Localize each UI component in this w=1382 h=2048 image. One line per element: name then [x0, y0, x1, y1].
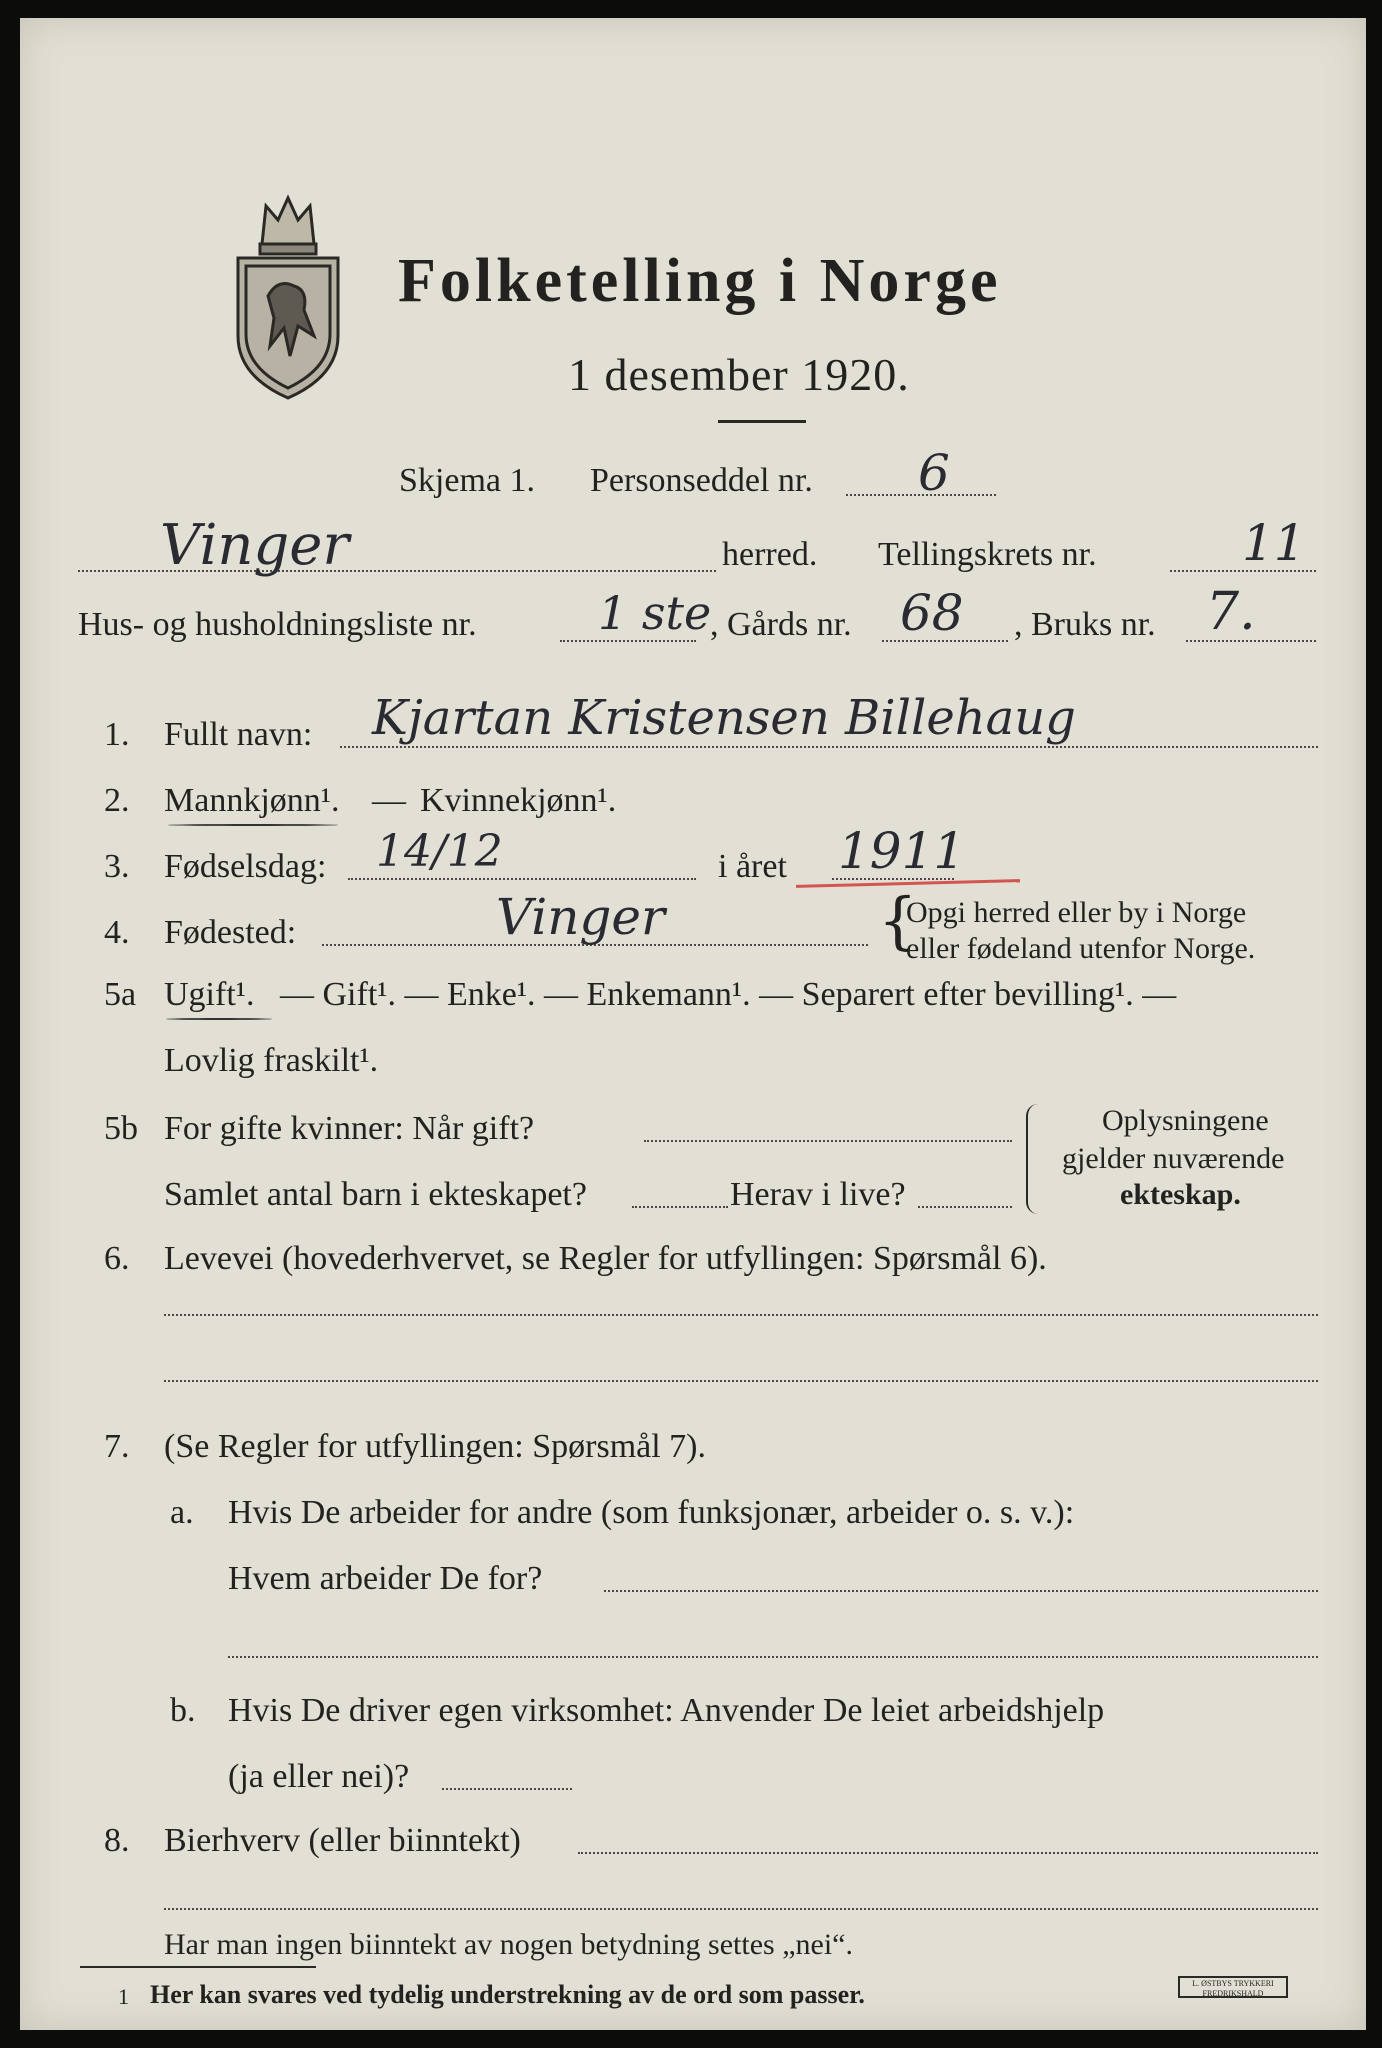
birth-year-value[interactable]: 1911 — [838, 822, 966, 880]
bruks-value[interactable]: 7. — [1206, 582, 1256, 642]
q8-label: Bierhverv (eller biinntekt) — [164, 1822, 521, 1859]
gards-label: , Gårds nr. — [710, 606, 852, 643]
q5a-number: 5a — [104, 976, 137, 1013]
gards-value[interactable]: 68 — [900, 584, 964, 642]
nei-note: Har man ingen biinntekt av nogen betydning settes „nei“. — [164, 1928, 853, 1961]
q7-label: (Se Regler for utfyllingen: Spørsmål 7). — [164, 1428, 707, 1465]
children-label: Samlet antal barn i ekteskapet? — [164, 1176, 587, 1213]
male-option[interactable]: Mannkjønn¹. — [164, 782, 340, 819]
q7-number: 7. — [104, 1428, 130, 1465]
married-when-label: For gifte kvinner: Når gift? — [164, 1110, 535, 1147]
skjema-label: Skjema 1. — [399, 462, 535, 499]
side-income-line-2 — [164, 1908, 1318, 1910]
q4-number: 4. — [104, 914, 130, 951]
personseddel-value[interactable]: 6 — [918, 444, 950, 502]
q6-label: Levevei (hovederhvervet, se Regler for utfyllingen: Spørsmål 6). — [164, 1240, 1047, 1277]
printer-stamp — [1178, 1976, 1288, 1998]
birthdate-value[interactable]: 14/12 — [376, 826, 503, 877]
fraskilt-option[interactable]: Lovlig fraskilt¹. — [164, 1042, 379, 1079]
full-name-value[interactable]: Kjartan Kristensen Billehaug — [372, 690, 1076, 746]
employer-line — [604, 1590, 1318, 1592]
alive-line — [918, 1206, 1012, 1208]
herred-label: herred. — [722, 536, 818, 573]
q1-line — [340, 746, 1318, 748]
census-date: 1 desember 1920. — [568, 349, 910, 400]
q4-note-line1: Opgi herred eller by i Norge — [906, 896, 1247, 929]
alive-label: Herav i live? — [730, 1176, 906, 1213]
q1-label: Fullt navn: — [164, 716, 313, 753]
ugift-option[interactable]: Ugift¹. — [164, 976, 255, 1013]
herred-value[interactable]: Vinger — [160, 513, 350, 578]
q7a-text: Hvis De arbeider for andre (som funksjonær, arbeider o. s. v.): — [228, 1494, 1075, 1531]
personseddel-label: Personseddel nr. — [590, 462, 813, 499]
coat-of-arms-icon — [232, 186, 344, 404]
husliste-value[interactable]: 1 ste — [598, 586, 712, 640]
footnote-text: Her kan svares ved tydelig understrekning av de ord som passer. — [150, 1980, 865, 2009]
marital-options[interactable]: — Gift¹. — Enke¹. — Enkemann¹. — Separert efter bevilling¹. — — [280, 976, 1177, 1013]
census-form — [20, 18, 1366, 2030]
q3-number: 3. — [104, 848, 130, 885]
q5b-note-line1: Oplysningene — [1102, 1104, 1269, 1137]
q6-number: 6. — [104, 1240, 130, 1277]
q4-note-line2: eller fødeland utenfor Norge. — [906, 932, 1256, 965]
q1-number: 1. — [104, 716, 130, 753]
q5b-bracket — [1026, 1104, 1040, 1214]
tellingskrets-label: Tellingskrets nr. — [878, 536, 1097, 573]
q7b-letter: b. — [170, 1692, 196, 1729]
female-option[interactable]: Kvinnekjønn¹. — [420, 782, 617, 819]
side-income-line — [578, 1852, 1318, 1854]
children-line — [632, 1206, 728, 1208]
hired-help-line — [442, 1788, 572, 1790]
q8-number: 8. — [104, 1822, 130, 1859]
birthplace-value[interactable]: Vinger — [496, 888, 665, 946]
q4-brace: { — [878, 884, 918, 957]
printer-stamp-text: L. ØSTBYS TRYKKERI FREDRIKSHALD — [1192, 1979, 1274, 1998]
q5b-number: 5b — [104, 1110, 138, 1147]
hired-help-label: (ja eller nei)? — [228, 1758, 410, 1795]
q2-number: 2. — [104, 782, 130, 819]
q7a-letter: a. — [170, 1494, 194, 1531]
employer-label: Hvem arbeider De for? — [228, 1560, 543, 1597]
husliste-line — [560, 640, 696, 642]
q5b-note-line3: ekteskap. — [1120, 1178, 1241, 1211]
year-label: i året — [718, 848, 787, 885]
q5b-note-line2: gjelder nuværende — [1062, 1142, 1285, 1175]
ugift-underline — [166, 1018, 272, 1020]
tellingskrets-value[interactable]: 11 — [1242, 514, 1306, 572]
q3-label: Fødselsdag: — [164, 848, 327, 885]
married-when-line — [644, 1140, 1012, 1142]
footnote-rule — [80, 1966, 316, 1968]
male-underline — [168, 824, 338, 826]
q7b-text: Hvis De driver egen virksomhet: Anvender De leiet arbeidshjelp — [228, 1692, 1105, 1729]
occupation-line-2 — [164, 1380, 1318, 1382]
employer-line-2 — [228, 1656, 1318, 1658]
husliste-label: Hus- og husholdningsliste nr. — [78, 606, 477, 643]
birthdate-line — [348, 878, 696, 880]
title-divider — [718, 420, 806, 423]
q4-label: Fødested: — [164, 914, 297, 951]
occupation-line-1 — [164, 1314, 1318, 1316]
form-title: Folketelling i Norge — [398, 247, 1002, 315]
footnote-mark: 1 — [118, 1984, 129, 2009]
q2-separator: — — [372, 782, 406, 819]
bruks-label: , Bruks nr. — [1014, 606, 1156, 643]
